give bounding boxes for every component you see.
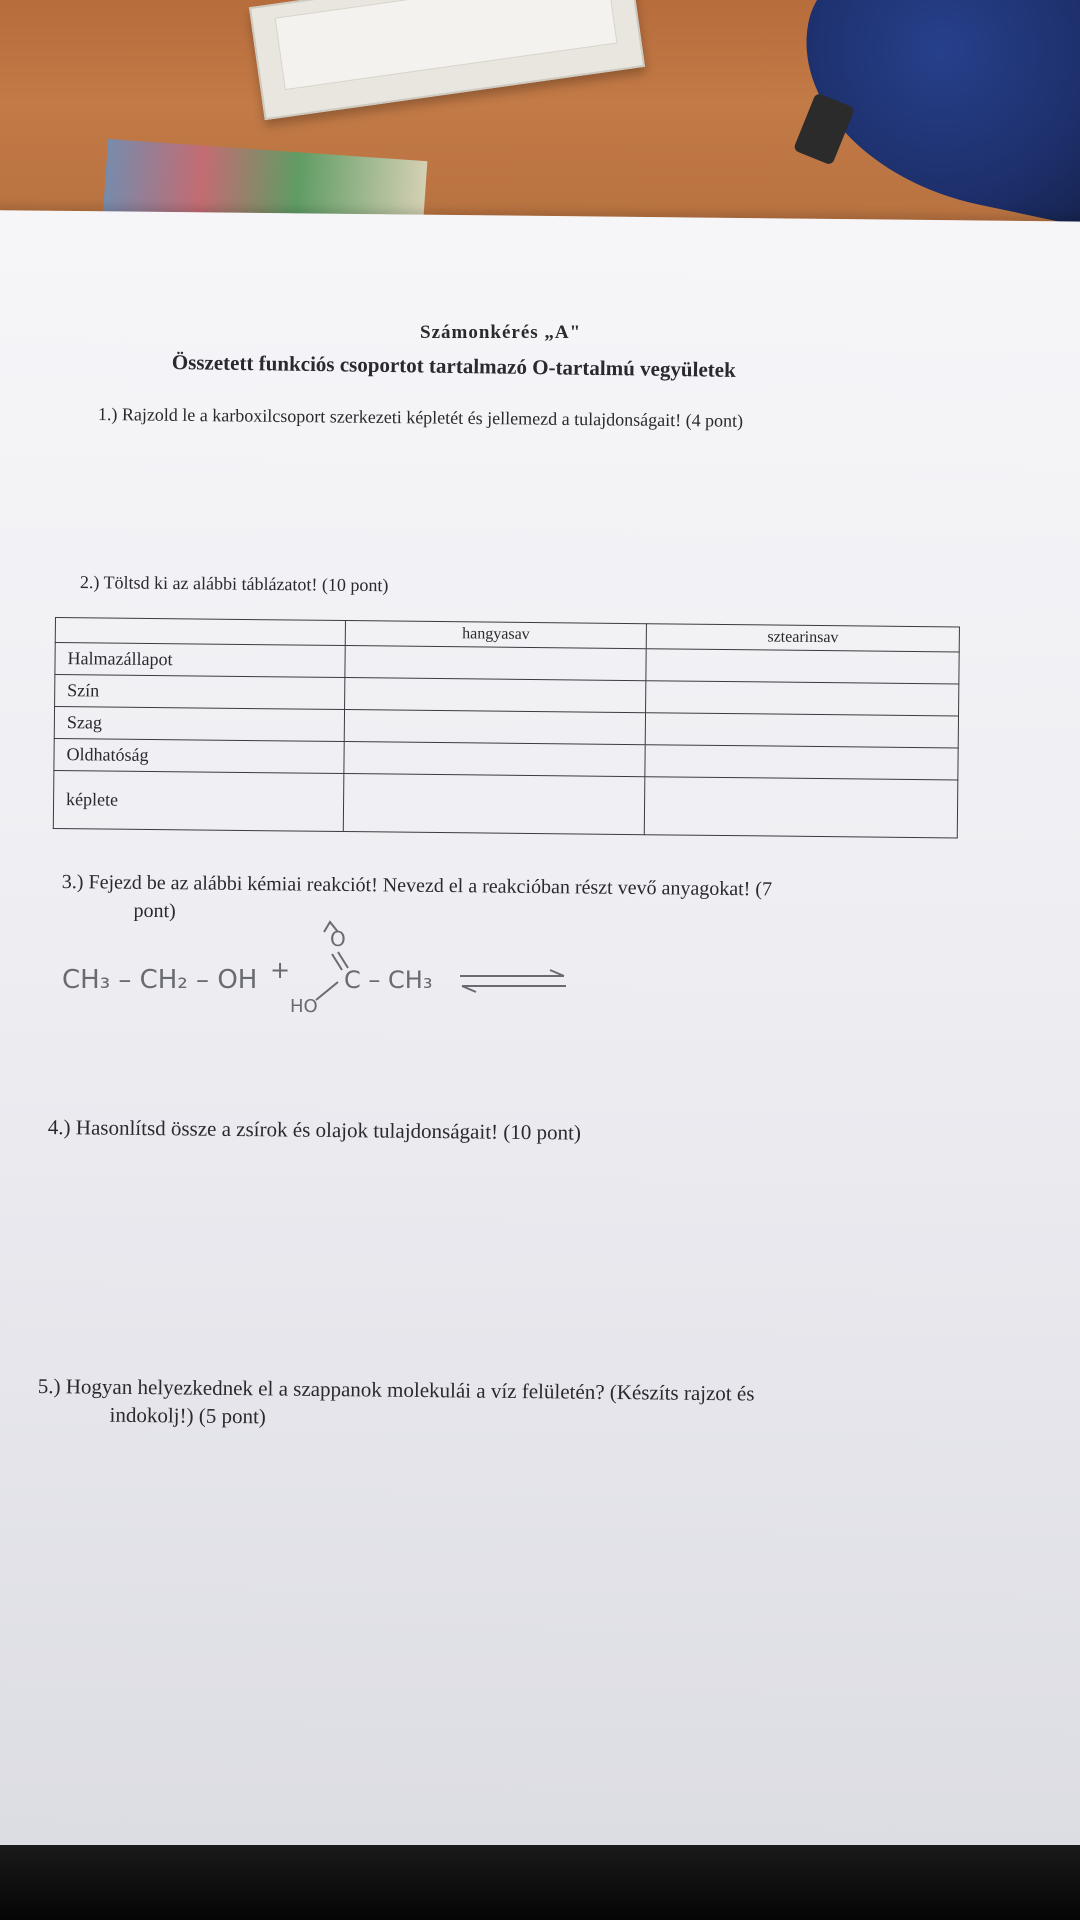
- table-cell[interactable]: [344, 742, 646, 777]
- table-header-empty: [55, 618, 345, 646]
- question-5: [37, 1372, 978, 1438]
- table-cell[interactable]: [646, 649, 959, 684]
- single-bond-line: [316, 982, 338, 1000]
- table-header-col: sztearinsav: [646, 624, 959, 652]
- worksheet-title: Számonkérés „A": [420, 322, 582, 343]
- question-1: 1.) Rajzold le a karboxilcsoport szerkezeti képletét és jellemezd a tulajdonságait! (4 pont): [97, 404, 744, 431]
- question-5-line2: indokolj!) (5 pont): [109, 1402, 266, 1429]
- table-row-label: Szín: [55, 675, 345, 710]
- properties-table: [53, 617, 960, 838]
- table-cell[interactable]: [645, 745, 958, 780]
- table-header-col: hangyasav: [345, 621, 646, 649]
- table-cell[interactable]: [644, 777, 957, 838]
- table-row-label: Halmazállapot: [55, 643, 345, 678]
- question-4: 4.) Hasonlítsd össze a zsírok és olajok tulajdonságait! (10 pont): [47, 1115, 582, 1145]
- reaction-ho: HO: [290, 996, 318, 1017]
- table-row-label: Oldhatóság: [54, 738, 344, 773]
- table-cell[interactable]: [344, 710, 646, 745]
- reaction-oxygen: O: [330, 927, 346, 951]
- table-cell[interactable]: [343, 774, 645, 835]
- question-2: 2.) Töltsd ki az alábbi táblázatot! (10 pont): [79, 572, 389, 596]
- table-cell[interactable]: [345, 678, 647, 713]
- table-cell[interactable]: [345, 646, 647, 681]
- question-5-line1: 5.) Hogyan helyezkednek el a szappanok molekulái a víz felületén? (Készíts rajzot és: [37, 1373, 755, 1406]
- table-cell[interactable]: [646, 681, 959, 716]
- table-row: [53, 770, 958, 837]
- reaction-plus: +: [270, 956, 291, 984]
- handwritten-reaction: [62, 920, 582, 1030]
- reaction-reactant1: CH₃ – CH₂ – OH: [62, 965, 258, 995]
- question-3-line1: 3.) Fejezd be az alábbi kémiai reakciót! Nevezd el a reakcióban részt vevő anyagokat! (7: [61, 870, 773, 901]
- table-row-label: Szag: [54, 707, 344, 742]
- table-row-label: képlete: [53, 770, 344, 831]
- question-3-line2: pont): [133, 899, 176, 923]
- reaction-carbonyl-carbon: C – CH₃: [344, 966, 433, 994]
- table-cell[interactable]: [645, 713, 958, 748]
- worksheet-subtitle: Összetett funkciós csoportot tartalmazó O-tartalmú vegyületek: [171, 350, 736, 382]
